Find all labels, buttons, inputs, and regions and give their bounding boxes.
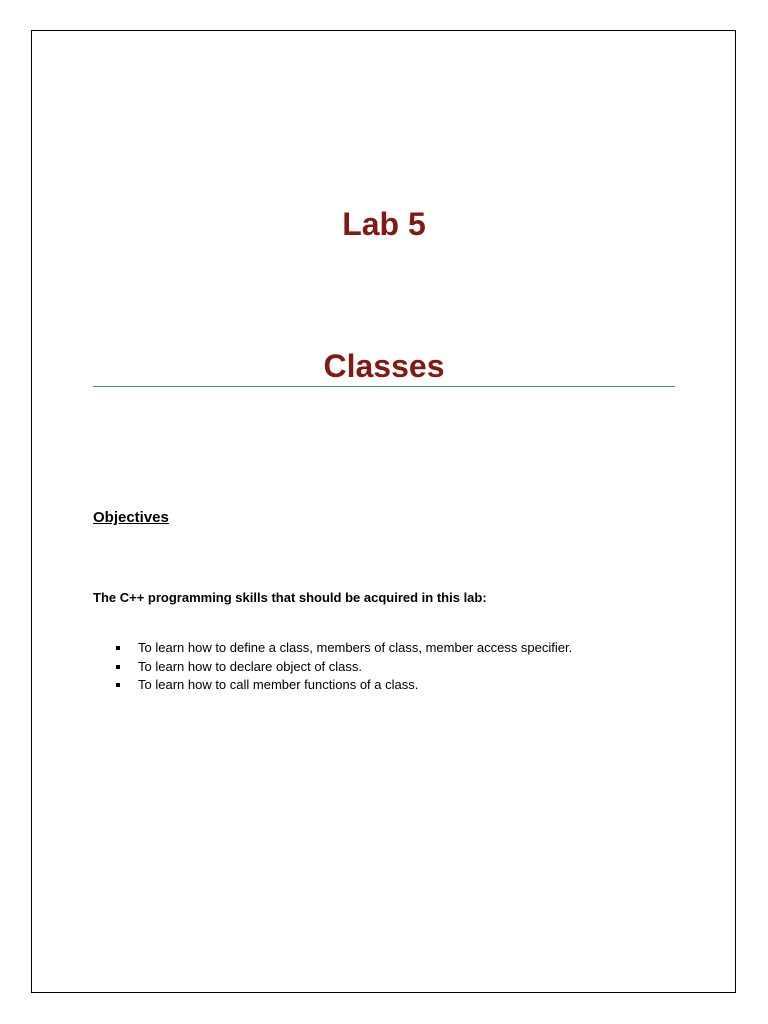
list-item-text: To learn how to call member functions of a class. bbox=[138, 677, 419, 692]
square-bullet-icon bbox=[116, 646, 120, 650]
title-divider bbox=[93, 386, 675, 387]
objectives-heading: Objectives bbox=[93, 509, 169, 526]
chapter-title: Classes bbox=[323, 348, 445, 384]
square-bullet-icon bbox=[116, 683, 120, 687]
square-bullet-icon bbox=[116, 665, 120, 669]
lab-title: Lab 5 bbox=[342, 206, 426, 242]
list-item-text: To learn how to declare object of class. bbox=[138, 658, 363, 674]
intro-text: The C++ programming skills that should be acquired in this lab: bbox=[93, 590, 487, 605]
list-item-text: To learn how to define a class, members of class, member access specifier. bbox=[138, 640, 573, 655]
objectives-list bbox=[114, 639, 572, 695]
list-item bbox=[114, 658, 572, 677]
list-item bbox=[114, 676, 572, 695]
list-item bbox=[114, 639, 572, 658]
